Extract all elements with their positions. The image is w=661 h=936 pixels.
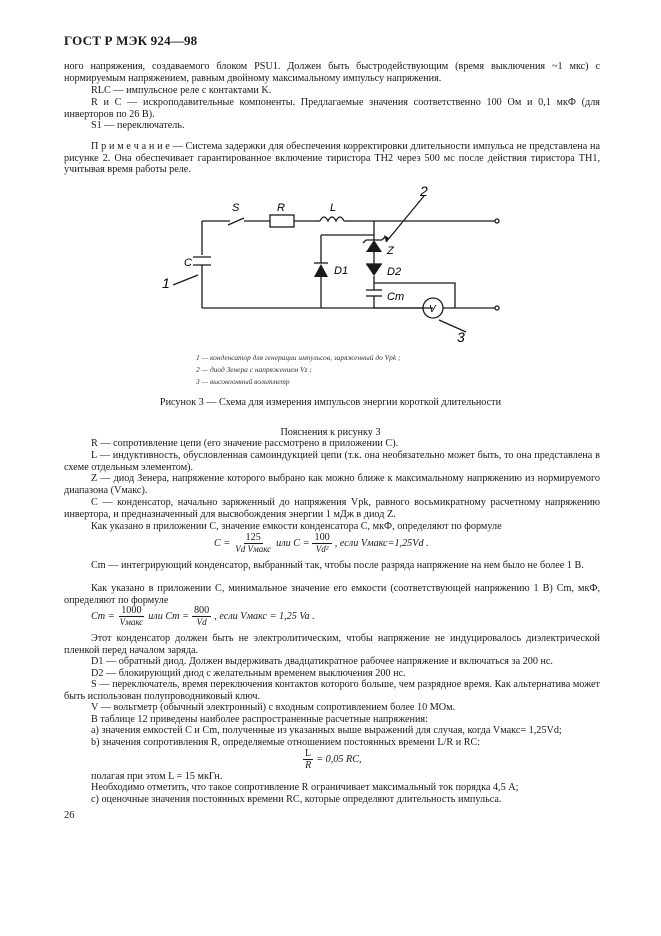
voltmeter-label: V [429, 304, 436, 315]
explain-z: Z — диод Зенера, напряжение которого выбрано как можно ближе к максимальному напряжению из нормируемого диапазона (Vмакс). [64, 473, 600, 496]
legend-item-2: 2 — диод Зенера с напряжением Vz ; [196, 365, 312, 374]
s1-line: S1 — переключатель. [91, 120, 185, 131]
formula-cm-lhs: Cm = [91, 611, 115, 622]
page-number: 26 [64, 810, 75, 821]
formula-cm-num1: 1000 [121, 605, 142, 616]
list-item-b: b) значения сопротивления R, определяемые отношением постоянных времени L/R и RC: [91, 737, 481, 748]
formula-lr-num: L [305, 748, 312, 759]
formula-cm-or: или Cm = [148, 611, 189, 622]
formula-c [214, 532, 429, 555]
formula-lr-den: R [305, 760, 312, 771]
inductor-label: L [330, 202, 337, 214]
formula-lr [300, 748, 362, 771]
resistor-label: R [277, 202, 285, 214]
formula-cm-den2: Vd [196, 617, 207, 627]
explain-c-formula-intro: Как указано в приложении С, значение емкости конденсатора C, мкФ, определяют по формуле [91, 521, 502, 532]
explain-d1: D1 — обратный диод. Должен выдерживать двадцатикратное рабочее напряжение и включаться за 200 нс. [91, 656, 553, 667]
page-header: ГОСТ Р МЭК 924—98 [64, 33, 198, 48]
callout-3: 3 [457, 329, 465, 345]
capacitor-label: C [184, 257, 192, 269]
explain-note-r: Необходимо отметить, что такое сопротивление R ограничивает максимальный ток порядка 4,5 А; [91, 782, 519, 793]
diode-d1-label: D1 [334, 265, 349, 277]
section-title: Пояснения к рисунку 3 [280, 427, 381, 438]
formula-c-lhs: C = [214, 538, 231, 549]
formula-c-num2: 100 [314, 532, 330, 543]
callout-1: 1 [162, 275, 170, 291]
note-paragraph: П р и м е ч а н и е — Система задержки для обеспечения корректировки длительности импульса не представлена на рисунке 2. Она обеспечивает гарантированное включение тиристора TH2 через 500 мс после действия тиристора TH1, учитывая время работы реле. [64, 141, 600, 176]
callout-2: 2 [420, 183, 428, 199]
explain-r: R — сопротивление цепи (его значение рассмотрено в приложении С). [91, 438, 399, 449]
circuit-diagram [150, 180, 520, 350]
formula-c-den2: Vd² [315, 544, 329, 554]
list-item-a: а) значения емкостей C и Cm, полученные из указанных выше выражений для случая, когда Vмакс= 1,25Vd; [91, 725, 562, 736]
list-item-c: с) оценочные значения постоянных времени RC, которые определяют длительность импульса. [91, 794, 502, 805]
formula-lr-rhs: = 0,05 RC, [316, 754, 362, 765]
explain-d2: D2 — блокирующий диод с желательным временем выключения 200 нс. [91, 668, 406, 679]
rc-line: R и C — искроподавительные компоненты. Предлагаемые значения соответственно 100 Ом и 0,1 мкФ (для инверторов по 26 В). [64, 97, 600, 120]
formula-cm-num2: 800 [193, 605, 210, 616]
figure-caption: Рисунок 3 — Схема для измерения импульсов энергии короткой длительности [159, 397, 502, 408]
explain-cm-formula-intro: Как указано в приложении С, минимальное значение его емкости (соответствующей напряжению 1 В) Cm, мкФ, определяют по формуле [64, 583, 600, 606]
explain-electrolytic: Этот конденсатор должен быть не электролитическим, чтобы напряжение не индуцировалось диэлектрической пленкой перед началом заряда. [64, 633, 600, 656]
explain-table12: В таблице 12 приведены наиболее распространенные расчетные напряжения: [91, 714, 428, 725]
formula-c-or: или C = [276, 538, 310, 549]
explain-l: L — индуктивность, обусловленная самоиндукцией цепи (т.к. она необязательно может быть, то она представлена в схеме отдельным элементом). [64, 450, 600, 473]
legend-item-3: 3 — высокоомный вольтметр [196, 377, 290, 386]
cm-label: Cm [387, 291, 405, 303]
switch-label: S [232, 202, 240, 214]
formula-c-cond: , если Vмакс=1,25Vd . [334, 538, 429, 549]
explain-l-value: полагая при этом L = 15 мкГн. [91, 771, 223, 782]
legend-item-1: 1 — конденсатор для генерации импульсов, заряженный до Vpk ; [196, 353, 401, 362]
formula-c-num1: 125 [245, 532, 261, 543]
formula-cm-den1: Vмакс [119, 617, 144, 627]
explain-c: C — конденсатор, начально заряженный до напряжения Vpk, равного восьмикратному расчетному напряжению инвертора, и предназначенный для высвобождения энергии 1 мДж в диод Z. [64, 497, 600, 520]
formula-c-den1: Vd Vмакс [235, 544, 272, 554]
formula-cm [91, 605, 315, 628]
intro-paragraph: ного напряжения, создаваемого блоком PSU1. Должен быть быстродействующим (время выключения ~1 мкс) с нормируемым напряжением, равным двойному максимальному импульсу напряжения. [64, 61, 600, 84]
zener-label: Z [387, 245, 394, 257]
explain-v: V — вольтметр (обычный электронный) с входным сопротивлением более 10 МОм. [91, 702, 456, 713]
formula-cm-cond: , если Vмакс = 1,25 Va . [214, 611, 315, 622]
diode-d2-label: D2 [387, 266, 402, 278]
rlc-line: RLC — импульсное реле с контактами K. [91, 85, 272, 96]
explain-s: S — переключатель, время переключения контактов которого больше, чем разрядное время. Как альтернатива может быть использован полупроводниковый ключ. [64, 679, 600, 702]
explain-cm: Cm — интегрирующий конденсатор, выбранный так, чтобы после разряда напряжение на нем было не более 1 В. [91, 560, 584, 571]
